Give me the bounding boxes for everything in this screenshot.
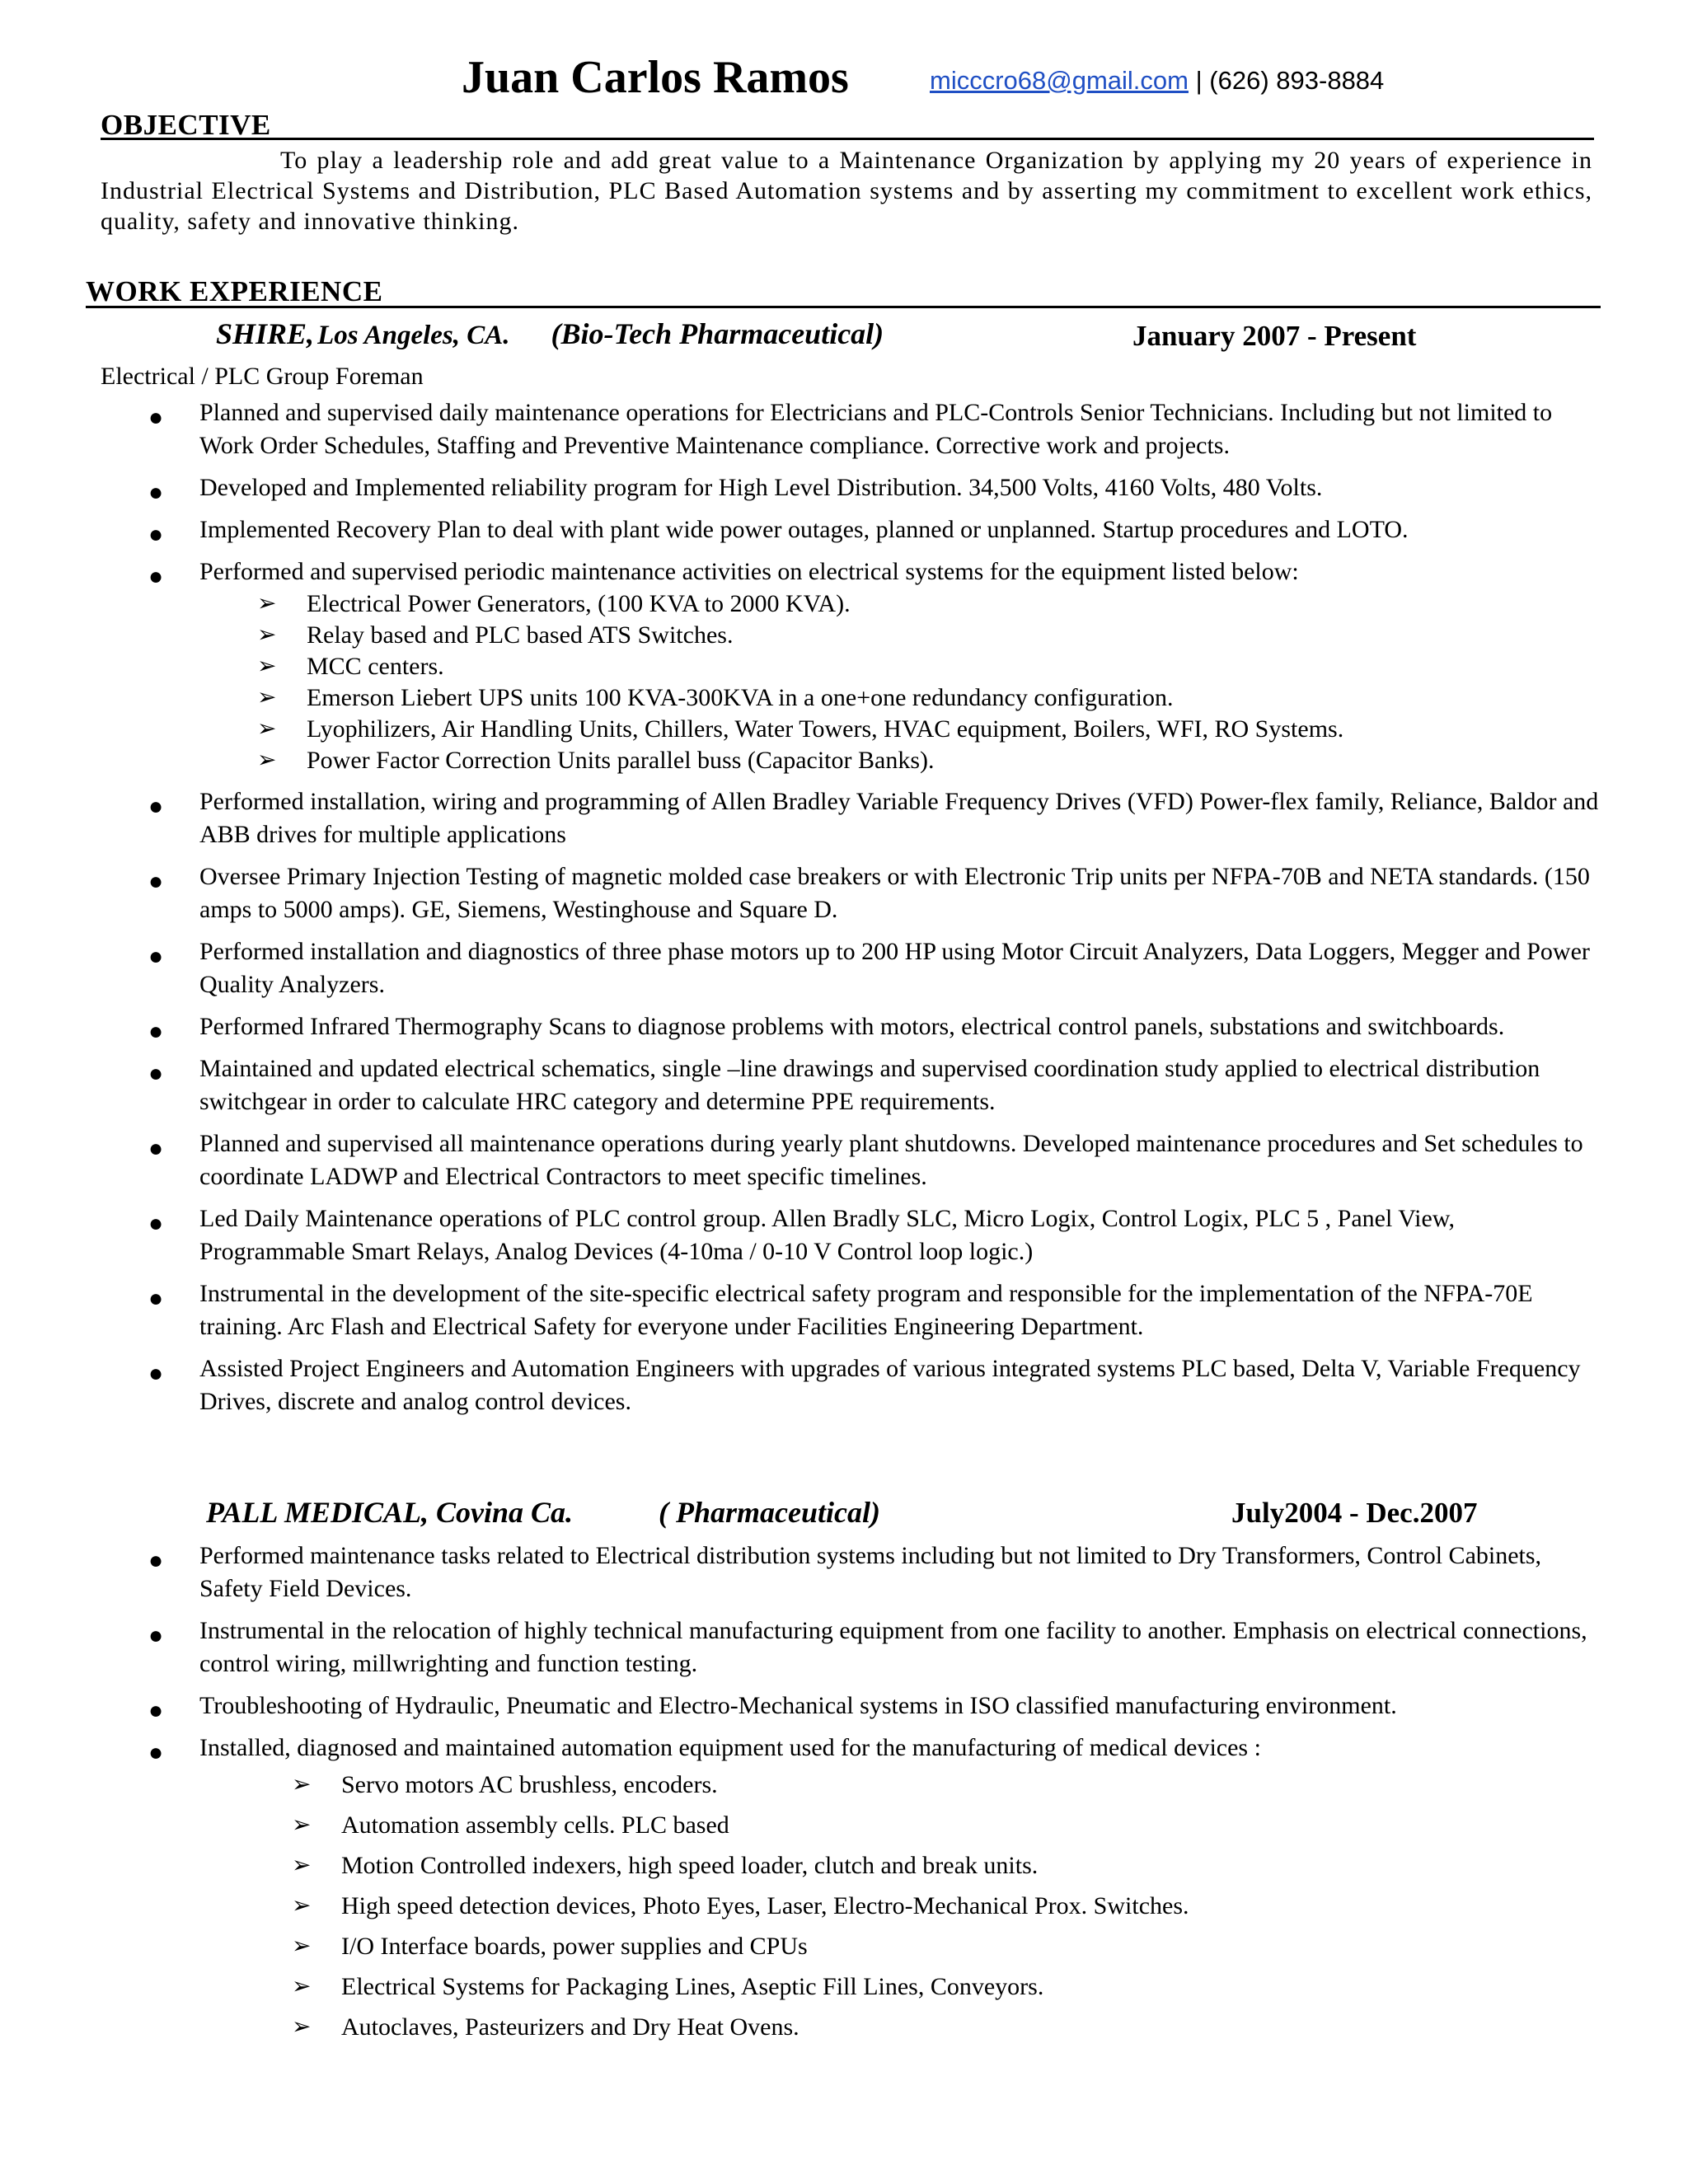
bullet-text: Planned and supervised all maintenance operations during yearly plant shutdowns. Developed maintenance procedures and Set schedules to coordinate LADWP and Electrical Contractors to meet specific timelines. <box>199 1130 1583 1190</box>
bullet-text: Assisted Project Engineers and Automation Engineers with upgrades of various integrated systems PLC based, Delta V, Variable Frequency Drives, discrete and analog control devices. <box>199 1355 1581 1415</box>
arrow-bullet-icon: ➢ <box>257 591 277 616</box>
equipment-item <box>257 620 1601 651</box>
bullet-item <box>148 1010 1601 1045</box>
job-role: Electrical / PLC Group Foreman <box>101 363 424 390</box>
bullet-item <box>148 1202 1601 1268</box>
bullet-item <box>148 1732 1601 2047</box>
bullet-dot-icon: ● <box>148 479 164 506</box>
equipment-text: Motion Controlled indexers, high speed loader, clutch and break units. <box>341 1852 1039 1879</box>
equipment-text: Electrical Systems for Packaging Lines, Aseptic Fill Lines, Conveyors. <box>341 1973 1044 2000</box>
bullet-text: Maintained and updated electrical schematics, single –line drawings and supervised coordination study applied to electrical distribution switchgear in order to calculate HRC category and determine PPE requirements. <box>199 1055 1540 1115</box>
bullet-dot-icon: ● <box>148 1060 164 1087</box>
bullet-dot-icon: ● <box>148 1285 164 1312</box>
equipment-item <box>257 745 1601 776</box>
bullet-text: Performed Infrared Thermography Scans to diagnose problems with motors, electrical control panels, substations and switchboards. <box>199 1013 1505 1040</box>
arrow-bullet-icon: ➢ <box>292 1974 312 1999</box>
bullet-text: Instrumental in the development of the site-specific electrical safety program and responsible for the implementation of the NFPA-70E training. Arc Flash and Electrical Safety for everyone under Facilities Engineering Department. <box>199 1280 1533 1340</box>
bullet-item <box>148 1540 1601 1605</box>
bullet-item <box>148 1127 1601 1193</box>
bullet-dot-icon: ● <box>148 563 164 590</box>
job-type: (Bio-Tech Pharmaceutical) <box>551 317 884 350</box>
bullet-text: Oversee Primary Injection Testing of magnetic molded case breakers or with Electronic Trip units per NFPA-70B and NETA standards. (150 amps to 5000 amps). GE, Siemens, Westinghouse and Square D. <box>199 863 1590 923</box>
equipment-item <box>292 1845 1601 1886</box>
job-location: Los Angeles, CA. <box>317 321 510 350</box>
equipment-item <box>292 1765 1601 1805</box>
equipment-text: Electrical Power Generators, (100 KVA to 2000 KVA). <box>307 590 851 617</box>
contact-line <box>930 66 1384 96</box>
bullet-text: Troubleshooting of Hydraulic, Pneumatic and Electro-Mechanical systems in ISO classified manufacturing environment. <box>199 1692 1397 1719</box>
bullet-dot-icon: ● <box>148 793 164 820</box>
bullet-text: Installed, diagnosed and maintained automation equipment used for the manufacturing of medical devices : <box>199 1734 1261 1761</box>
bullet-item <box>148 555 1601 776</box>
candidate-name: Juan Carlos Ramos <box>462 52 849 103</box>
bullet-text: Performed and supervised periodic maintenance activities on electrical systems for the equipment listed below: <box>199 558 1299 585</box>
bullet-item <box>148 1690 1601 1724</box>
equipment-text: I/O Interface boards, power supplies and CPUs <box>341 1933 808 1960</box>
job-dates: January 2007 - Present <box>1132 320 1417 352</box>
equipment-item <box>292 1805 1601 1845</box>
job-header-pall <box>206 1495 880 1530</box>
bullet-text: Performed maintenance tasks related to Electrical distribution systems including but not limited to Dry Transformers, Control Cabinets, Safety Field Devices. <box>199 1542 1542 1602</box>
bullet-text: Implemented Recovery Plan to deal with plant wide power outages, planned or unplanned. Startup procedures and LOTO. <box>199 516 1409 543</box>
equipment-list <box>292 1765 1601 2047</box>
equipment-text: Lyophilizers, Air Handling Units, Chillers, Water Towers, HVAC equipment, Boilers, WFI, RO Systems. <box>307 715 1344 743</box>
bullet-item <box>148 513 1601 548</box>
bullet-item <box>148 1352 1601 1418</box>
bullet-item <box>148 1615 1601 1680</box>
job-header-shire <box>216 316 884 351</box>
equipment-text: Power Factor Correction Units parallel buss (Capacitor Banks). <box>307 747 935 774</box>
arrow-bullet-icon: ➢ <box>257 716 277 742</box>
equipment-item <box>292 1926 1601 1966</box>
email-link[interactable]: micccro68@gmail.com <box>930 66 1189 95</box>
bullet-dot-icon: ● <box>148 1210 164 1237</box>
arrow-bullet-icon: ➢ <box>257 622 277 648</box>
arrow-bullet-icon: ➢ <box>292 2014 312 2040</box>
arrow-bullet-icon: ➢ <box>257 685 277 710</box>
bullet-dot-icon: ● <box>148 1135 164 1162</box>
equipment-text: Emerson Liebert UPS units 100 KVA-300KVA in a one+one redundancy configuration. <box>307 684 1174 711</box>
equipment-item <box>292 1886 1601 1926</box>
bullet-text: Performed installation, wiring and programming of Allen Bradley Variable Frequency Drives (VFD) Power-flex family, Reliance, Baldor and ABB drives for multiple applications <box>199 788 1599 848</box>
work-experience-heading: WORK EXPERIENCE <box>86 275 383 307</box>
equipment-item <box>257 588 1601 620</box>
objective-text: To play a leadership role and add great value to a Maintenance Organization by applying my 20 years of experience in Industrial Electrical Systems and Distribution, PLC Based Automation systems and by asserting my commitment to excellent work ethics, quality, safety and innovative thinking. <box>101 147 1592 235</box>
equipment-item <box>257 714 1601 745</box>
arrow-bullet-icon: ➢ <box>292 1772 312 1797</box>
bullet-item <box>148 785 1601 851</box>
arrow-bullet-icon: ➢ <box>257 654 277 679</box>
bullet-dot-icon: ● <box>148 404 164 431</box>
equipment-text: Automation assembly cells. PLC based <box>341 1811 729 1839</box>
bullet-text: Led Daily Maintenance operations of PLC control group. Allen Bradly SLC, Micro Logix, Control Logix, PLC 5 , Panel View, Programmable Smart Relays, Analog Devices (4-10ma / 0-10 V Control loop logic.) <box>199 1205 1455 1265</box>
equipment-item <box>257 651 1601 682</box>
equipment-text: Servo motors AC brushless, encoders. <box>341 1771 718 1798</box>
arrow-bullet-icon: ➢ <box>292 1853 312 1878</box>
phone-number: (626) 893-8884 <box>1209 66 1385 95</box>
bullet-item <box>148 860 1601 926</box>
equipment-item <box>292 1966 1601 2007</box>
equipment-text: Relay based and PLC based ATS Switches. <box>307 621 734 649</box>
bullet-item <box>148 1277 1601 1343</box>
bullet-dot-icon: ● <box>148 1697 164 1724</box>
bullet-item <box>148 935 1601 1001</box>
resume-header <box>0 51 1688 109</box>
bullet-dot-icon: ● <box>148 521 164 548</box>
job-company: PALL MEDICAL, Covina Ca. <box>206 1496 574 1529</box>
job-dates: July2004 - Dec.2007 <box>1231 1497 1478 1529</box>
bullet-item <box>148 1052 1601 1118</box>
arrow-bullet-icon: ➢ <box>292 1933 312 1959</box>
equipment-text: High speed detection devices, Photo Eyes, Laser, Electro-Mechanical Prox. Switches. <box>341 1892 1189 1919</box>
job-bullets-pall <box>148 1540 1601 2056</box>
bullet-dot-icon: ● <box>148 1018 164 1045</box>
equipment-text: MCC centers. <box>307 653 444 680</box>
bullet-text: Developed and Implemented reliability program for High Level Distribution. 34,500 Volts, 4160 Volts, 480 Volts. <box>199 474 1323 501</box>
equipment-text: Autoclaves, Pasteurizers and Dry Heat Ovens. <box>341 2013 799 2041</box>
bullet-dot-icon: ● <box>148 1622 164 1649</box>
objective-rule <box>101 138 1594 140</box>
job-type: ( Pharmaceutical) <box>659 1496 881 1529</box>
bullet-dot-icon: ● <box>148 1739 164 1766</box>
arrow-bullet-icon: ➢ <box>292 1893 312 1919</box>
bullet-text: Performed installation and diagnostics of three phase motors up to 200 HP using Motor Circuit Analyzers, Data Loggers, Megger and Power Quality Analyzers. <box>199 938 1590 998</box>
bullet-text: Planned and supervised daily maintenance operations for Electricians and PLC-Controls Senior Technicians. Including but not limited to Work Order Schedules, Staffing and Preventive Maintenance compliance. Corrective work and projects. <box>199 399 1553 459</box>
bullet-text: Instrumental in the relocation of highly technical manufacturing equipment from one facility to another. Emphasis on electrical connections, control wiring, millwrighting and function testing. <box>199 1617 1587 1677</box>
bullet-dot-icon: ● <box>148 1360 164 1387</box>
job-bullets-shire <box>148 396 1601 1427</box>
bullet-dot-icon: ● <box>148 943 164 970</box>
arrow-bullet-icon: ➢ <box>292 1812 312 1838</box>
job-company: SHIRE, <box>216 317 315 350</box>
bullet-item <box>148 396 1601 462</box>
work-experience-rule <box>86 306 1601 308</box>
equipment-item <box>257 682 1601 714</box>
bullet-item <box>148 471 1601 506</box>
bullet-dot-icon: ● <box>148 868 164 895</box>
bullet-dot-icon: ● <box>148 1547 164 1574</box>
objective-heading: OBJECTIVE <box>101 109 271 141</box>
contact-separator: | <box>1195 66 1203 95</box>
equipment-item <box>292 2007 1601 2047</box>
arrow-bullet-icon: ➢ <box>257 748 277 773</box>
equipment-list <box>257 588 1601 776</box>
